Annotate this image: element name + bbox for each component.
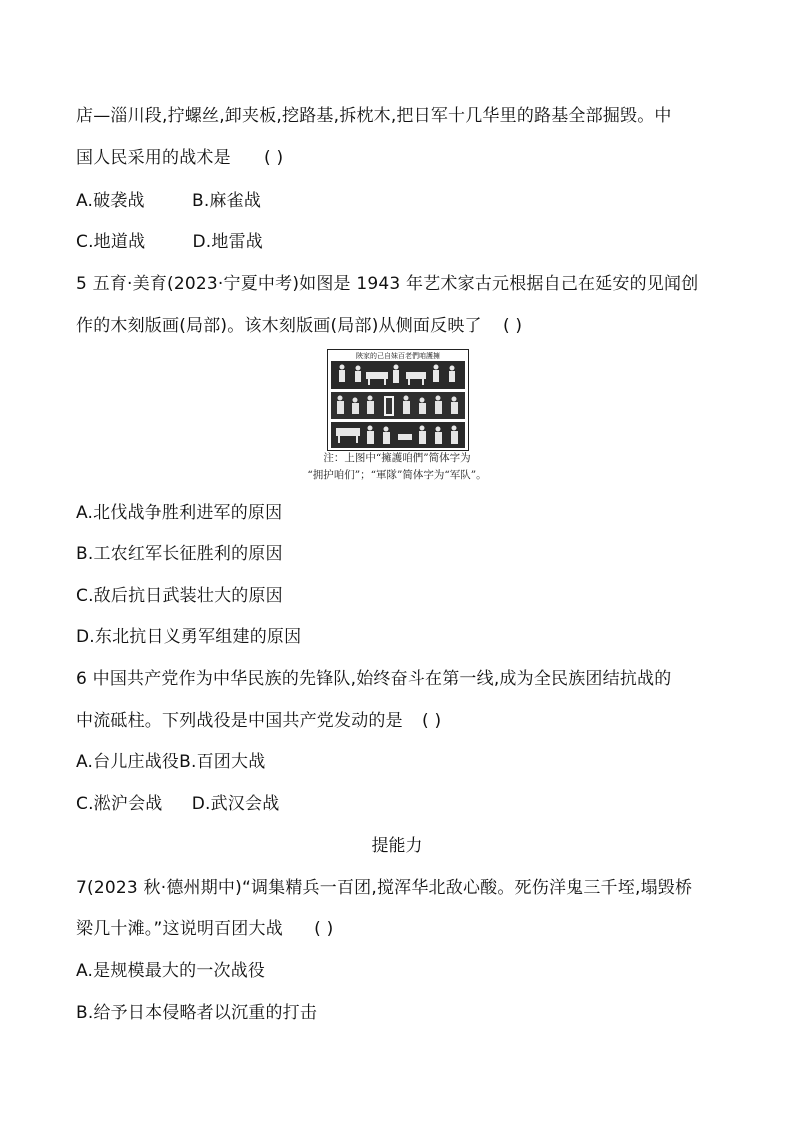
q6-stem-text: 中流砥柱。下列战役是中国共产党发动的是 — [76, 711, 403, 731]
q4-option-d: D.地雷战 — [192, 232, 263, 252]
q4-options-row-2 — [76, 230, 263, 254]
q4-stem-text: 国人民采用的战术是 — [76, 148, 231, 168]
q5-stem-text: 作的木刻版画(局部)。该木刻版画(局部)从侧面反映了 — [76, 316, 482, 336]
q4-stem-line-1: 店—淄川段,拧螺丝,卸夹板,挖路基,拆枕木,把日军十几华里的路基全部掘毁。中 — [76, 106, 672, 126]
q6-answer-blank: ( ) — [422, 711, 442, 731]
q7-stem-line-2 — [76, 917, 333, 941]
q5-option-c: C.敌后抗日武装壮大的原因 — [76, 586, 283, 606]
q5-option-b: B.工农红军长征胜利的原因 — [76, 544, 283, 564]
q6-options-row-1: A.台儿庄战役B.百团大战 — [76, 752, 266, 772]
q6-options-row-2 — [76, 792, 279, 816]
q4-option-c: C.地道战 — [76, 232, 146, 252]
q4-answer-blank: ( ) — [264, 148, 284, 168]
q6-option-d: D.武汉会战 — [191, 794, 280, 814]
q7-answer-blank: ( ) — [314, 919, 334, 939]
q6-option-c: C.淞沪会战 — [76, 794, 163, 814]
q6-stem-line-2 — [76, 709, 441, 733]
woodcut-print-image — [327, 349, 469, 451]
figure-caption-line-1: 注：上图中“擁護咱們”简体字为 — [323, 452, 471, 464]
section-title: 提能力 — [371, 836, 423, 856]
q4-options-row-1 — [76, 189, 261, 213]
q5-stem-line-2 — [76, 314, 522, 338]
woodcut-illustration — [328, 350, 468, 450]
q5-answer-blank: ( ) — [502, 316, 523, 336]
q7-stem-line-1: 7(2023 秋·德州期中)“调集精兵一百团,搅浑华北敌心酸。死伤洋鬼三千垤,塌毁桥 — [76, 878, 693, 898]
q4-option-a: A.破袭战 — [76, 191, 145, 211]
q6-stem-line-1: 6 中国共产党作为中华民族的先锋队,始终奋斗在第一线,成为全民族团结抗战的 — [76, 669, 672, 689]
figure-caption-line-2: “拥护咱们”；“軍隊”简体字为“军队”。 — [307, 469, 487, 481]
q7-option-b: B.给予日本侵略者以沉重的打击 — [76, 1003, 318, 1023]
q7-option-a: A.是规模最大的一次战役 — [76, 961, 266, 981]
q4-option-b: B.麻雀战 — [191, 191, 262, 211]
q5-stem-line-1: 5 五育·美育(2023·宁夏中考)如图是 1943 年艺术家古元根据自己在延安的见闻创 — [76, 274, 699, 294]
q4-stem-line-2 — [76, 146, 283, 170]
q7-stem-text: 梁几十滩。”这说明百团大战 — [76, 919, 283, 939]
q5-option-d: D.东北抗日义勇军组建的原因 — [76, 627, 302, 647]
q5-option-a: A.北伐战争胜利进军的原因 — [76, 503, 283, 523]
woodcut-title-banner: 陜家的己自妹百老們咱護擁 — [356, 352, 440, 360]
